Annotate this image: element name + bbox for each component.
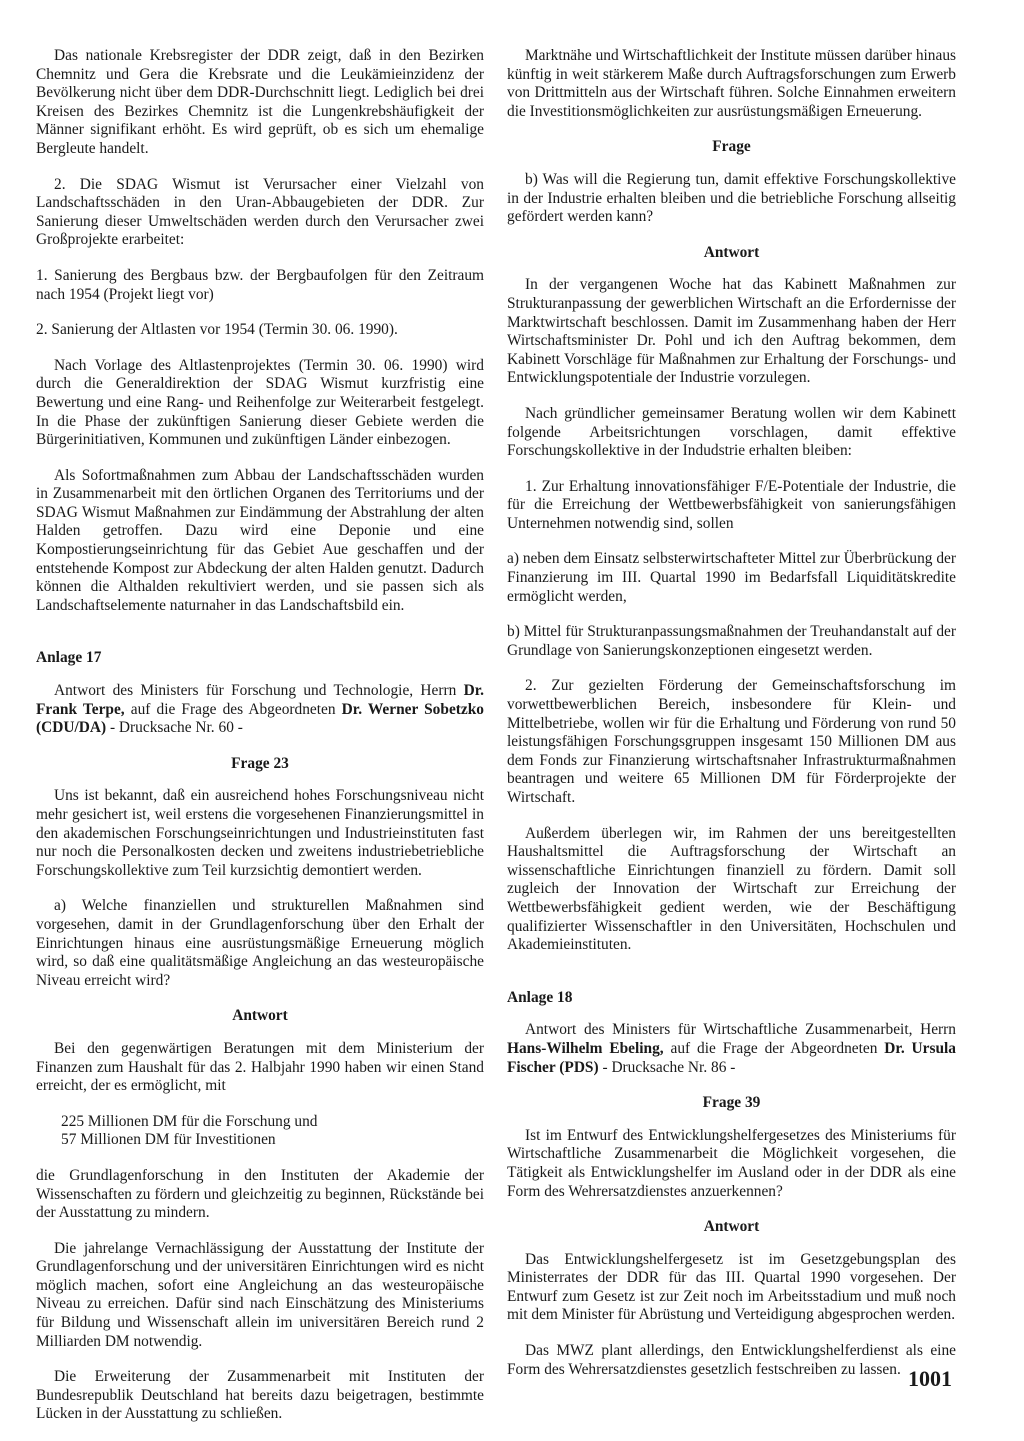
left-column: [36, 47, 484, 1441]
intro-text: auf die Frage der Abgeordneten: [663, 1039, 885, 1057]
list-item: 2. Sanierung der Altlasten vor 1954 (Termin 30. 06. 1990).: [36, 321, 398, 339]
paragraph: Nach Vorlage des Altlastenprojektes (Termin 30. 06. 1990) wird durch die Generaldirektion der SDAG Wismut kurzfristig eine Bewertung und eine Rang- und Reihenfolge zur Weiterarbeit festgelegt. In die Phase der zukünftigen Sanierung dieser Gebiete werden die Bürgerinitiativen, Kommunen und zukünftigen Länder einbezogen.: [36, 356, 484, 449]
paragraph: Als Sofortmaßnahmen zum Abbau der Landschaftsschäden wurden in Zusammenarbeit mit den örtlichen Organen des Territoriums und der SDAG Wismut Maßnahmen zur Eindämmung der Abstrahlung der alten Halden getroffen. Dazu wird eine Deponie und eine Kompostierungseinrichtung für das Gebiet Aue geschaffen und der entstehende Kompost zur Abdeckung der alten Halden genutzt. Dadurch können die Althalden rekultiviert werden, und sie passen sich als Landschaftselemente naturnaher in das Landschaftsbild ein.: [36, 466, 484, 614]
intro-text: auf die Frage des Abgeordneten: [124, 700, 342, 718]
paragraph: a) Welche finanziellen und strukturellen Maßnahmen sind vorgesehen, damit in der Grundlagenforschung über den Erhalt der Einrichtungen hinaus eine ausrüstungsmäßige Erneuerung möglich wird, so daß eine qualitätsmäßige Angleichung an das westeuropäische Niveau erreicht wird?: [36, 897, 484, 989]
question-heading: Frage 39: [702, 1094, 761, 1112]
paragraph: Nach gründlicher gemeinsamer Beratung wollen wir dem Kabinett folgende Arbeitsrichtungen vorschlagen, damit effektive Forschungskollektive in der Indudstrie erhalten bleiben:: [507, 404, 956, 460]
amount-line: 225 Millionen DM für die Forschung und: [61, 1112, 318, 1130]
paragraph: die Grundlagenforschung in den Instituten der Akademie der Wissenschaften zu fördern und gleichzeitig zu beginnen, Rückstände bei der Ausstattung zu mindern.: [36, 1166, 484, 1222]
list-item: 1. Sanierung des Bergbaus bzw. der Bergbaufolgen für den Zeitraum nach 1954 (Projekt liegt vor): [36, 266, 484, 303]
paragraph: 2. Die SDAG Wismut ist Verursacher einer Vielzahl von Landschaftsschäden in den Uran-Abbaugebieten der DDR. Zur Sanierung dieser Umweltschäden werden durch den Verursacher zwei Großprojekte erarbeitet:: [36, 175, 484, 249]
answer-heading: Antwort: [703, 1218, 760, 1236]
paragraph: Die jahrelange Vernachlässigung der Ausstattung der Institute der Grundlagenforschung und der universitären Einrichtungen wird es nicht möglich machen, sofort eine Angleichung an das westeuropäische Niveau zu erreichen. Dafür sind nach Einschätzung des Ministeriums für Bildung und Wissenschaft allein im universitären Bereich rund 2 Milliarden DM notwendig.: [36, 1239, 484, 1350]
paragraph: Das nationale Krebsregister der DDR zeigt, daß in den Bezirken Chemnitz und Gera die Krebsrate und die Leukämieinzidenz der Bevölkerung nicht über dem DDR-Durchschnitt liegt. Lediglich bei drei Kreisen des Bezirkes Chemnitz ist die Lungenkrebshäufigkeit der Männer signifikant erhöht. Es wird geprüft, ob es sich um ehemalige Bergleute handelt.: [36, 47, 484, 157]
paragraph: Das MWZ plant allerdings, den Entwicklungshelferdienst als eine Form des Wehrersatzdienstes gesetzlich festschreiben zu lassen.: [507, 1342, 956, 1378]
minister-name: Hans-Wilhelm Ebeling,: [507, 1039, 664, 1057]
paragraph: Die Erweiterung der Zusammenarbeit mit Instituten der Bundesrepublik Deutschland hat bereits dazu beigetragen, bestimmte Lücken in der Ausstattung zu schließen.: [36, 1368, 484, 1423]
document-reference: - Drucksache Nr. 86 -: [598, 1058, 736, 1076]
answer-heading: Antwort: [232, 1007, 288, 1025]
amount-line: 57 Millionen DM für Investitionen: [61, 1131, 276, 1149]
intro-paragraph: [507, 1021, 956, 1077]
paragraph: Ist im Entwurf des Entwicklungshelfergesetzes des Ministeriums für Wirtschaftliche Zusammenarbeit die Möglichkeit vorgesehen, die Tätigkeit als Entwicklungshelfer im Ausland oder in der DDR als eine Form des Wehrersatzdienstes anzuerkennen?: [507, 1126, 956, 1200]
intro-text: Antwort des Ministers für Forschung und Technologie, Herrn: [54, 682, 464, 700]
paragraph: Uns ist bekannt, daß ein ausreichend hohes Forschungsniveau nicht mehr gesichert ist, weil erstens die vorgesehenen Finanzierungsmittel in den akademischen Forschungseinrichtungen und Industrieinstituten fast nur noch die Personalkosten decken und zweitens industriebetriebliche Forschungskollektive zum Teil kurzsichtig demontiert werden.: [36, 787, 484, 879]
paragraph: 2. Zur gezielten Förderung der Gemeinschaftsforschung im vorwettbewerblichen Bereich, insbesondere für Klein- und Mittelbetriebe, wollen wir für die Erhaltung und Förderung von rund 50 leistungsfähigen Forschungsgruppen insgesamt 150 Millionen DM aus dem Fonds zur Finanzierung wirtschaftsnaher Infrastrukturmaßnahmen beantragen und weitere 65 Millionen DM für Förderprojekte der Wirtschaft.: [507, 677, 956, 806]
minister-name: Dr. Frank Terpe,: [36, 682, 484, 718]
paragraph: Das Entwicklungshelfergesetz ist im Gesetzgebungsplan des Ministerrates der DDR für das III. Quartal 1990 vorgesehen. Der Entwurf zum Gesetz ist zur Zeit noch im Arbeitsstadium und muß noch mit dem Minister für Abrüstung und Verteidigung abgesprochen werden.: [507, 1250, 956, 1324]
paragraph: b) Was will die Regierung tun, damit effektive Forschungskollektive in der Industrie erhalten bleiben und die betriebliche Forschung allseitig gefördert werden kann?: [507, 170, 956, 226]
page-number: 1001: [908, 1366, 952, 1391]
section-heading-anlage-18: Anlage 18: [507, 988, 573, 1006]
delegate-name: Dr. Werner Sobetzko (CDU/DA): [36, 700, 484, 737]
paragraph: a) neben dem Einsatz selbsterwirtschafteter Mittel zur Überbrückung der Finanzierung im III. Quartal 1990 im Bedarfsfall Liquiditätskredite ermöglicht werden,: [507, 550, 956, 605]
paragraph: Marktnähe und Wirtschaftlichkeit der Institute müssen darüber hinaus künftig in weit stärkerem Maße durch Auftragsforschungen zum Erwerb von Drittmitteln aus der Wirtschaft führen. Solche Einnahmen erweitern die Investitionsmöglichkeiten zur ausrüstungsmäßigen Erneuerung.: [507, 47, 956, 120]
question-heading: Frage 23: [231, 754, 289, 772]
answer-heading: Antwort: [703, 243, 760, 261]
paragraph: Bei den gegenwärtigen Beratungen mit dem Ministerium der Finanzen zum Haushalt für das 2. Halbjahr 1990 haben wir einen Stand erreicht, der es ermöglicht, mit: [36, 1039, 484, 1095]
right-column: [507, 47, 956, 1396]
amount-list: [61, 1113, 484, 1150]
section-heading-anlage-17: Anlage 17: [36, 649, 102, 667]
question-heading: Frage: [712, 138, 751, 156]
paragraph: b) Mittel für Strukturanpassungsmaßnahmen der Treuhandanstalt auf der Grundlage von Sanierungskonzeptionen eingesetzt werden.: [507, 623, 956, 659]
intro-paragraph: [36, 682, 484, 738]
paragraph: 1. Zur Erhaltung innovationsfähiger F/E-Potentiale der Industrie, die für die Erreichung der Wettbewerbsfähigkeit von sanierungsfähigen Unternehmen notwendig sind, sollen: [507, 477, 956, 532]
paragraph: Außerdem überlegen wir, im Rahmen der uns bereitgestellten Haushaltsmittel die Auftragsforschung der Wirtschaft an wissenschaftliche Einrichtungen finanziell zu fördern. Damit soll zugleich der Innovation der Wirtschaft zur Erreichung der Wettbewerbsfähigkeit gedient werden, wie der Beschäftigung qualifizierter Wissenschaftler in den Universitäten, Hochschulen und Akademieinstituten.: [507, 824, 956, 954]
delegate-name: Dr. Ursula Fischer (PDS): [507, 1039, 956, 1076]
document-reference: - Drucksache Nr. 60 -: [106, 719, 243, 737]
intro-text: Antwort des Ministers für Wirtschaftliche Zusammenarbeit, Herrn: [525, 1021, 956, 1039]
paragraph: In der vergangenen Woche hat das Kabinett Maßnahmen zur Strukturanpassung der gewerblichen Wirtschaft an die Erfordernisse der Marktwirtschaft beschlossen. Damit im Zusammenhang haben der Herr Wirtschaftsminister Dr. Pohl und ich den Auftrag bekommen, dem Kabinett Vorschläge für Maßnahmen zur Erhaltung der Forschungs- und Entwicklungspotentiale der Industrie vorzulegen.: [507, 276, 956, 387]
